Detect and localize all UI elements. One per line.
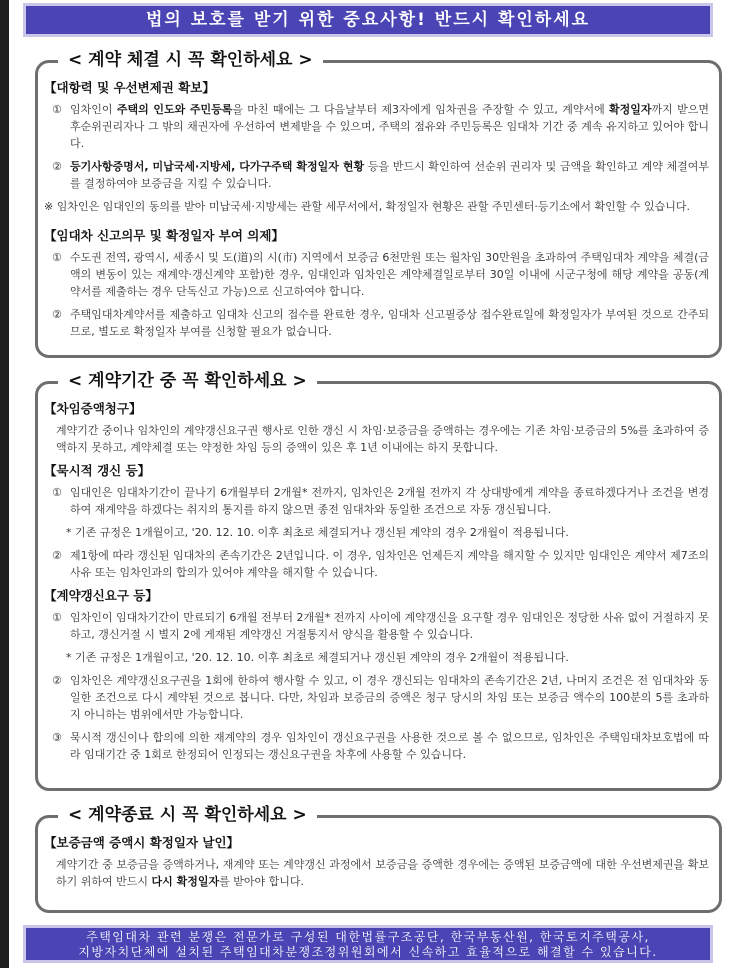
note: * 기존 규정은 1개월이고, '20. 12. 10. 이후 최초로 체결되거나 갱신된 계약의 경우 2개월이 적용됩니다. <box>66 526 569 539</box>
subheading-report-duty: 【임대차 신고의무 및 확정일자 부여 의제】 <box>44 228 284 243</box>
list-item: ② 등기사항증명서, 미납국세·지방세, 다가구주택 확정일자 현황 등을 반드시 확인하여 선순위 권리자 및 금액을 확인하고 계약 체결여부를 결정하여야 보증금을 지킬 수 있습니다. <box>52 160 709 190</box>
footer-line-1: 주택임대차 관련 분쟁은 전문가로 구성된 대한법률구조공단, 한국부동산원, 한국토지주택공사, <box>86 930 650 944</box>
subheading-deposit-increase: 【보증금액 증액시 확정일자 날인】 <box>44 835 240 850</box>
footer-line-2: 지방자치단체에 설치된 주택임대차분쟁조정위원회에서 신속하고 효율적으로 해결할 수 있습니다. <box>78 945 658 959</box>
section-contract-period <box>35 371 722 791</box>
list-item: ② 주택임대차계약서를 제출하고 임대차 신고의 접수를 완료한 경우, 임대차 신고필증상 접수완료일에 확정일자가 부여된 것으로 간주되므로, 별도로 확정일자 부여를 신청할 필요가 없습니다. <box>52 308 709 338</box>
list-item: ② 임차인은 계약갱신요구권을 1회에 한하여 행사할 수 있고, 이 경우 갱신되는 임대차의 존속기간은 2년, 나머지 조건은 전 임대차와 동일한 조건으로 다시 계약된 것으로 봅니다. 다만, 차임과 보증금의 증액은 청구 당시의 차임 또는 보증금 액수의 100분의 5를 초과하지 아니하는 범위에서만 가능합니다. <box>52 674 709 721</box>
header-banner <box>23 3 713 37</box>
list-item: ① 임대인은 임대차기간이 끝나기 6개월부터 2개월* 전까지, 임차인은 2개월 전까지 각 상대방에게 계약을 종료하겠다거나 조건을 변경하여 재계약을 하겠다는 취지의 통지를 하지 않으면 종전 임대차와 동일한 조건으로 자동 갱신됩니다. <box>52 486 709 516</box>
subheading-rent-increase: 【차임증액청구】 <box>44 401 142 416</box>
paragraph: 계약기간 중 보증금을 증액하거나, 재계약 또는 계약갱신 과정에서 보증금을 증액한 경우에는 증액된 보증금액에 대한 우선변제권을 확보하기 위하여 반드시 다시 확정일자를 받아야 합니다. <box>56 858 709 888</box>
section-contract-end <box>35 805 722 913</box>
list-item: ① 임차인이 주택의 인도와 주민등록을 마친 때에는 그 다음날부터 제3자에게 임차권을 주장할 수 있고, 계약서에 확정일자까지 받으면 후순위권리자나 그 밖의 채권자에 우선하여 변제받을 수 있으며, 주택의 점유와 주민등록은 임대차 기간 중 계속 유지하고 있어야 합니다. <box>52 103 709 150</box>
list-item: ① 수도권 전역, 광역시, 세종시 및 도(道)의 시(市) 지역에서 보증금 6천만원 또는 월차임 30만원을 초과하여 주택임대차 계약을 체결(금액의 변동이 있는 재계약·갱신계약 포함)한 경우, 임대인과 임차인은 계약체결일로부터 30일 이내에 시군구청에 해당 계약을 공동(계약서를 제출하는 경우 단독신고 가능)으로 신고하여야 합니다. <box>52 251 709 298</box>
footer-banner <box>23 925 713 963</box>
subheading-implied-renewal: 【묵시적 갱신 등】 <box>44 463 151 478</box>
note: ※ 임차인은 임대인의 동의를 받아 미납국세·지방세는 관할 세무서에서, 확정일자 현황은 관할 주민센터·등기소에서 확인할 수 있습니다. <box>44 200 690 213</box>
list-item: ② 제1항에 따라 갱신된 임대차의 존속기간은 2년입니다. 이 경우, 임차인은 언제든지 계약을 해지할 수 있지만 임대인은 계약서 제7조의 사유 또는 임차인과의 합의가 있어야 계약을 해지할 수 있습니다. <box>52 549 709 579</box>
list-item: ① 임차인이 임대차기간이 만료되기 6개월 전부터 2개월* 전까지 사이에 계약갱신을 요구할 경우 임대인은 정당한 사유 없이 거절하지 못하고, 갱신거절 시 별지 2에 게재된 계약갱신 거절통지서 양식을 활용할 수 있습니다. <box>52 611 709 641</box>
section-contract-signing <box>35 50 722 358</box>
section-title: < 계약종료 시 꼭 확인하세요 > <box>58 803 317 827</box>
list-item: ③ 묵시적 갱신이나 합의에 의한 재계약의 경우 임차인이 갱신요구권을 사용한 것으로 볼 수 없으므로, 임차인은 주택임대차보호법에 따라 임대기간 중 1회로 한정되어 인정되는 갱신요구권을 차후에 사용할 수 있습니다. <box>52 731 709 761</box>
paragraph: 계약기간 중이나 임차인의 계약갱신요구권 행사로 인한 갱신 시 차임·보증금을 증액하는 경우에는 기존 차임·보증금의 5%를 초과하여 증액하지 못하고, 계약체결 또는 약정한 차임 등의 증액이 있은 후 1년 이내에는 하지 못합니다. <box>56 424 709 454</box>
subheading-renewal-request: 【계약갱신요구 등】 <box>44 588 158 603</box>
header-title: 법의 보호를 받기 위한 중요사항! 반드시 확인하세요 <box>145 10 591 30</box>
section-title: < 계약기간 중 꼭 확인하세요 > <box>58 369 317 393</box>
subheading-opposability: 【대항력 및 우선변제권 확보】 <box>44 80 215 95</box>
section-title: < 계약 체결 시 꼭 확인하세요 > <box>58 48 323 72</box>
note: * 기존 규정은 1개월이고, '20. 12. 10. 이후 최초로 체결되거나 갱신된 계약의 경우 2개월이 적용됩니다. <box>66 651 569 664</box>
window-edge <box>0 0 9 968</box>
